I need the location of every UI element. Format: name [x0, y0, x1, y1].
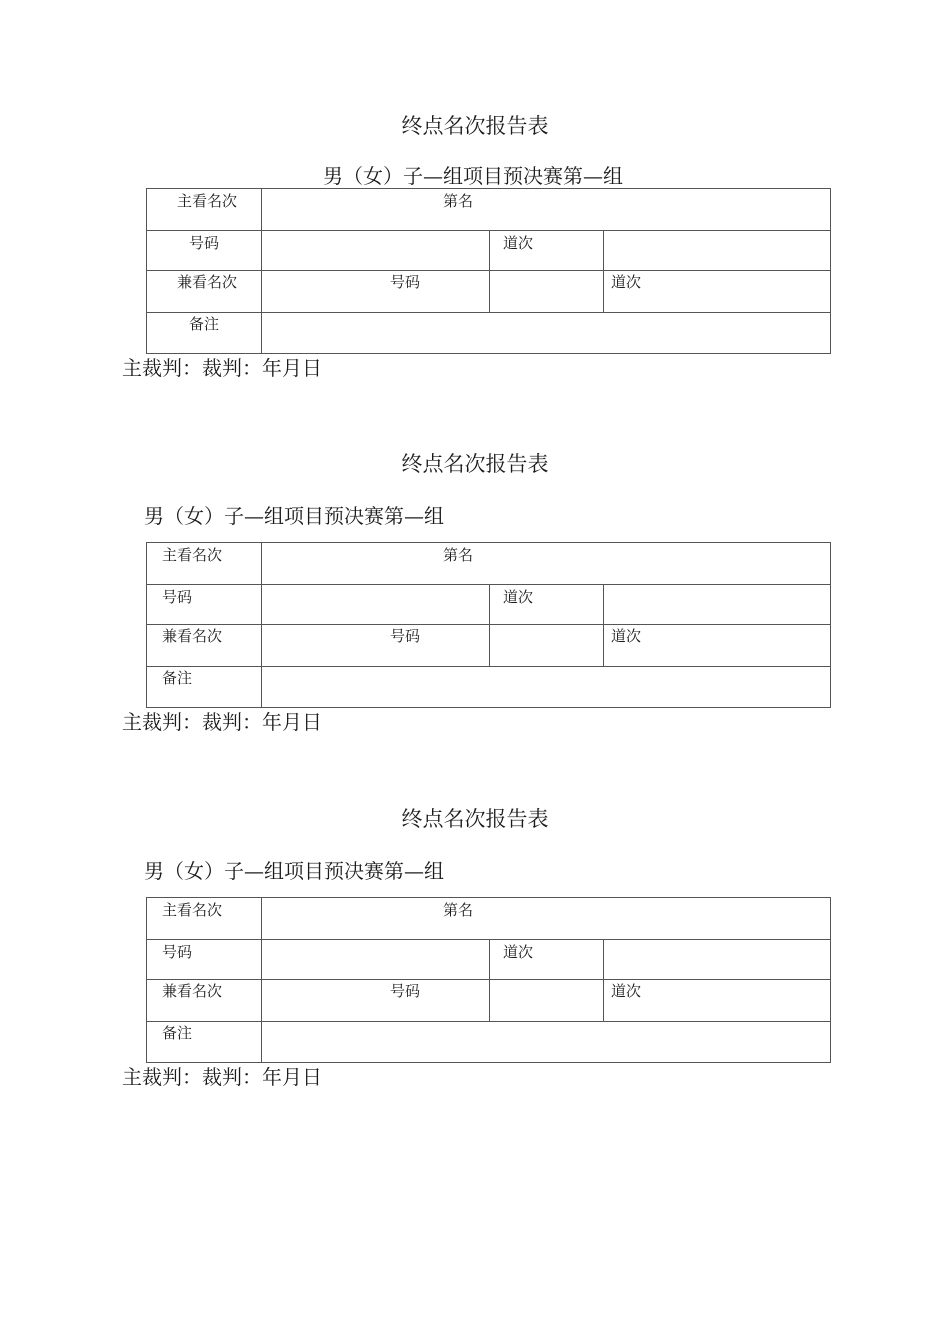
main-place-label: 主看名次	[177, 192, 238, 210]
row-divider	[147, 312, 830, 313]
lane-label: 道次	[503, 943, 534, 961]
result-table	[146, 542, 831, 708]
main-place-label: 主看名次	[162, 546, 223, 564]
report-form-3	[0, 805, 950, 1105]
column-divider	[261, 898, 262, 1062]
column-divider	[489, 230, 490, 312]
secondary-place-label: 兼看名次	[162, 627, 223, 645]
row-divider	[147, 1021, 830, 1022]
form-subtitle: 男（女）子—组项目预决赛第—组	[144, 504, 444, 528]
secondary-lane-label: 道次	[611, 273, 642, 291]
column-divider	[603, 939, 604, 1021]
column-divider	[489, 584, 490, 666]
column-divider	[489, 939, 490, 1021]
column-divider	[261, 543, 262, 707]
secondary-place-label: 兼看名次	[177, 273, 238, 291]
report-form-2	[0, 450, 950, 750]
report-form-1	[0, 112, 950, 412]
remarks-label: 备注	[162, 669, 193, 687]
column-divider	[603, 584, 604, 666]
number-label: 号码	[162, 943, 193, 961]
row-divider	[147, 666, 830, 667]
signature-footer: 主裁判：裁判：年月日	[122, 1065, 322, 1089]
main-place-label: 主看名次	[162, 901, 223, 919]
form-title: 终点名次报告表	[401, 807, 549, 831]
number-label: 号码	[189, 234, 220, 252]
lane-label: 道次	[503, 588, 534, 606]
remarks-label: 备注	[162, 1024, 193, 1042]
secondary-place-label: 兼看名次	[162, 982, 223, 1000]
result-table	[146, 897, 831, 1063]
place-label: 第名	[443, 901, 474, 919]
column-divider	[261, 189, 262, 353]
secondary-number-label: 号码	[390, 273, 421, 291]
secondary-lane-label: 道次	[611, 982, 642, 1000]
form-title: 终点名次报告表	[401, 452, 549, 476]
form-subtitle: 男（女）子—组项目预决赛第—组	[144, 859, 444, 883]
signature-footer: 主裁判：裁判：年月日	[122, 710, 322, 734]
place-label: 第名	[443, 546, 474, 564]
number-label: 号码	[162, 588, 193, 606]
signature-footer: 主裁判：裁判：年月日	[122, 356, 322, 380]
place-label: 第名	[443, 192, 474, 210]
secondary-number-label: 号码	[390, 627, 421, 645]
secondary-number-label: 号码	[390, 982, 421, 1000]
form-subtitle: 男（女）子—组项目预决赛第—组	[323, 164, 623, 188]
column-divider	[603, 230, 604, 312]
remarks-label: 备注	[189, 315, 220, 333]
form-title: 终点名次报告表	[401, 114, 549, 138]
result-table	[146, 188, 831, 354]
secondary-lane-label: 道次	[611, 627, 642, 645]
lane-label: 道次	[503, 234, 534, 252]
